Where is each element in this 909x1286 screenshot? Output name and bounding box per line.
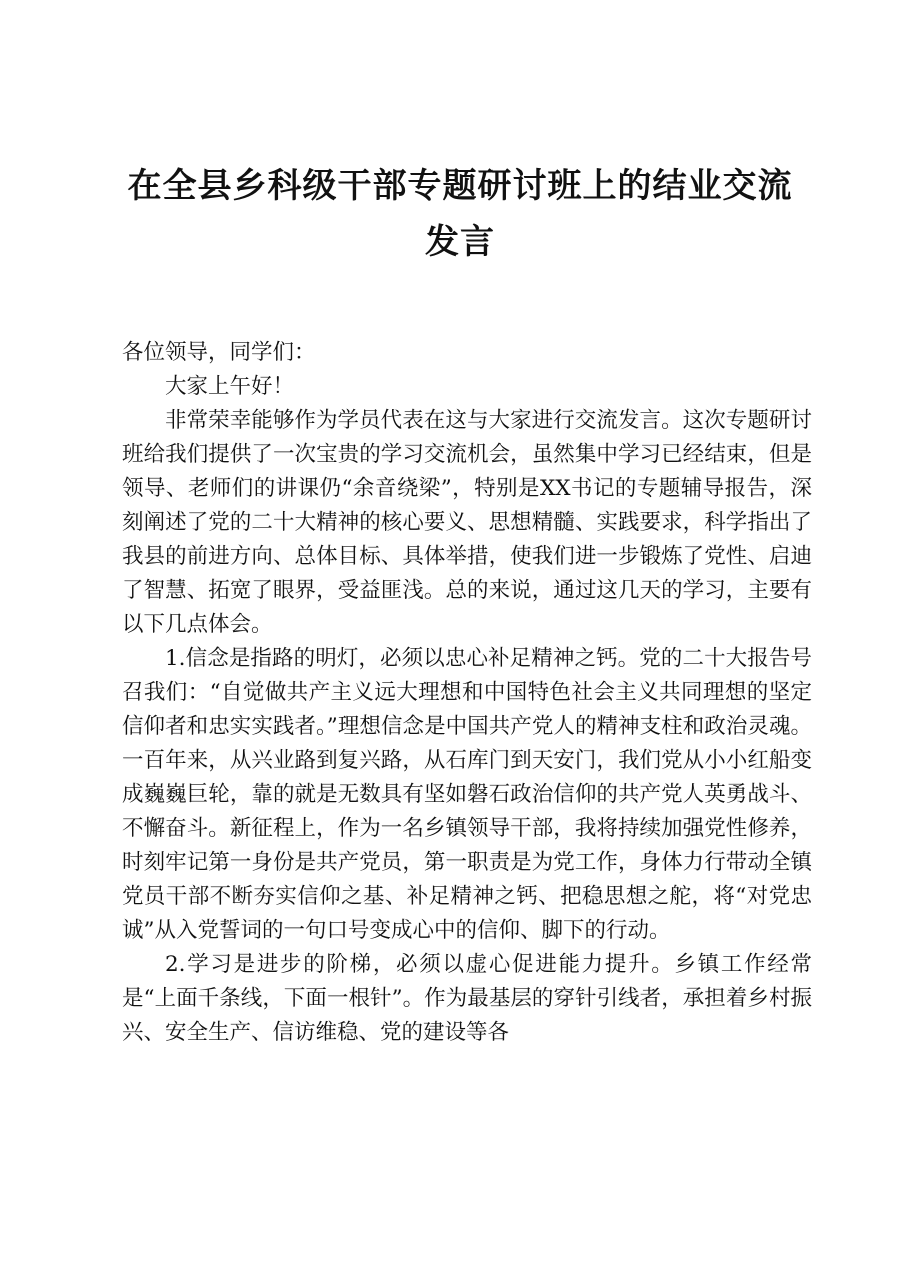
paragraph-point-1: 1.信念是指路的明灯，必须以忠心补足精神之钙。党的二十大报告号召我们：“自觉做共产主义远大理想和中国特色社会主义共同理想的坚定信仰者和忠实实践者。”理想信念是中国共产党人的精神支柱和政治灵魂。一百年来，从兴业路到复兴路，从石库门到天安门，我们党从小小红船变成巍巍巨轮，靠的就是无数具有坚如磐石政治信仰的共产党人英勇战斗、不懈奋斗。新征程上，作为一名乡镇领导干部，我将持续加强党性修养，时刻牢记第一身份是共产党员，第一职责是为党工作，身体力行带动全镇党员干部不断夯实信仰之基、补足精神之钙、把稳思想之舵，将“对党忠诚”从入党誓词的一句口号变成心中的信仰、脚下的行动。: [122, 646, 812, 943]
document-body: [122, 336, 812, 1050]
salutation: 各位领导，同学们：: [122, 340, 316, 365]
document-title: 在全县乡科级干部专题研讨班上的结业交流发言: [127, 166, 793, 262]
paragraph-intro: 非常荣幸能够作为学员代表在这与大家进行交流发言。这次专题研讨班给我们提供了一次宝贵的学习交流机会，虽然集中学习已经结束，但是领导、老师们的讲课仍“余音绕梁”，特别是XX书记的专题辅导报告，深刻阐述了党的二十大精神的核心要义、思想精髓、实践要求，科学指出了我县的前进方向、总体目标、具体举措，使我们进一步锻炼了党性、启迪了智慧、拓宽了眼界，受益匪浅。总的来说，通过这几天的学习，主要有以下几点体会。: [122, 408, 812, 637]
greeting: 大家上午好！: [165, 374, 295, 399]
paragraph-point-2: 2.学习是进步的阶梯，必须以虚心促进能力提升。乡镇工作经常是“上面千条线，下面一根针”。作为最基层的穿针引线者，承担着乡村振兴、安全生产、信访维稳、党的建设等各: [122, 952, 812, 1045]
